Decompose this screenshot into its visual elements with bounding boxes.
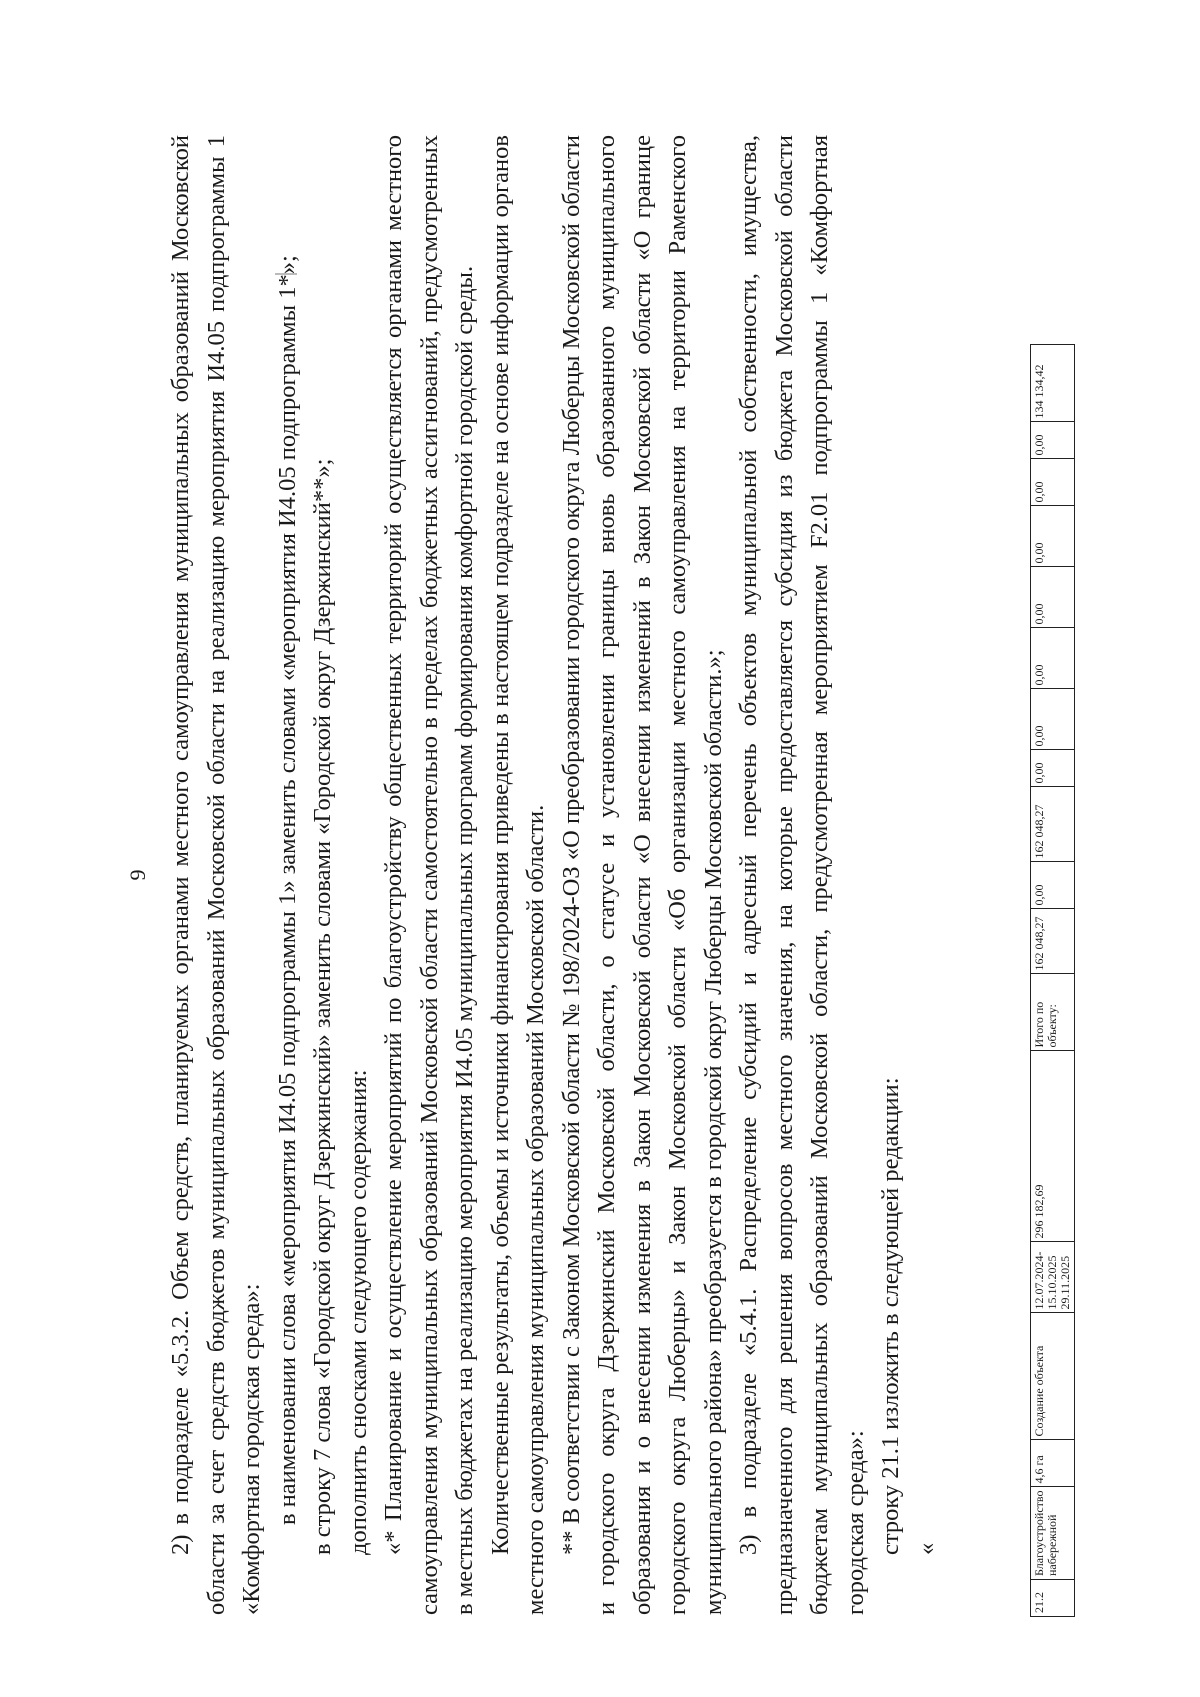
table-cell: Итого по объекту:: [1031, 974, 1075, 1051]
rotated-page: [125, 95, 1125, 1655]
paragraph: в наименовании слова «мероприятия И4.05 подпрограммы 1» заменить словами «мероприятия И4.05 подпрограммы 1*»;: [273, 255, 301, 1525]
table-cell: 296 182,69: [1031, 1051, 1075, 1242]
table-cell: 0,00: [1031, 567, 1075, 628]
table-row: [1031, 345, 1075, 1617]
table-cell: Создание объекта: [1031, 1313, 1075, 1440]
document-body: [163, 135, 944, 1615]
paragraph: в строку 7 слова «Городской округ Дзержинский» заменить словами «Городской округ Дзержинский**»;: [309, 458, 336, 1555]
page-number: 9: [125, 869, 150, 881]
paragraph: ** В соответствии с Законом Московской области № 198/2024-ОЗ «О преобразовании городского округа Люберцы Московской области и городского округа Дзержинский Московской области, о статусе и установлении границы вновь образованного муниципального образования и о внесении изменения в Закон Московской области «О внесении изменений в Закон Московской области «О границе городского округа Люберцы» и Закон Московской области «Об организации местного самоуправления на территории Раменского муниципального района» преобразуется в городской округ Люберцы Московской области.»;: [557, 135, 727, 1615]
table-cell: 162 048,27: [1031, 787, 1075, 862]
table-cell: 134 134,42: [1031, 345, 1075, 422]
paragraph: «* Планирование и осуществление мероприятий по благоустройству общественных территорий осуществляется органами местного самоуправления муниципальных образований Московской области самостоятельно в пределах бюджетных ассигнований, предусмотренных в местных бюджетах на реализацию мероприятия И4.05 муниципальных программ формирования комфортной городской среды.: [380, 135, 478, 1615]
paragraph: Количественные результаты, объемы и источники финансирования приведены в настоящем подразделе на основе информации органов местного самоуправления муниципальных образований Московской области.: [486, 135, 549, 1615]
paragraph: 3) в подразделе «5.4.1. Распределение субсидий и адресный перечень объектов муниципальной собственности, имущества, предназначенного для решения вопросов местного значения, на которые предоставляется субсидия из бюджета Московской области бюджетам муниципальных образований Московской области, предусмотренная мероприятием F2.01 подпрограммы 1 «Комфортная городская среда»:: [735, 135, 869, 1615]
paragraph: 2) в подразделе «5.3.2. Объем средств, планируемых органами местного самоуправления муниципальных образований Московской области за счет средств бюджетов муниципальных образований Московской области на реализацию мероприятия И4.05 подпрограммы 1 «Комфортная городская среда»:: [167, 135, 265, 1615]
table-cell: 0,00: [1031, 628, 1075, 689]
table-cell: 162 048,27: [1031, 909, 1075, 974]
table-cell: 0,00: [1031, 506, 1075, 567]
table-cell: 12.07.2024- 15.10.2025 29.11.2025: [1031, 1242, 1075, 1313]
paragraph: «: [912, 1542, 940, 1555]
table-cell: Благоустройство набережной: [1031, 1487, 1075, 1580]
table-cell: 0,00: [1031, 689, 1075, 750]
table-cell: 0,00: [1031, 422, 1075, 459]
paragraph: дополнить сносками следующего содержания:: [344, 1069, 372, 1555]
table-cell: 4,6 га: [1031, 1440, 1075, 1487]
table-cell: 0,00: [1031, 750, 1075, 787]
table-cell: 21.2: [1031, 1580, 1075, 1617]
subsidy-table: [1030, 344, 1075, 1617]
table-cell: 0,00: [1031, 862, 1075, 909]
table-cell: 0,00: [1031, 459, 1075, 506]
paragraph: строку 21.1 изложить в следующей редакции:: [877, 1077, 904, 1555]
